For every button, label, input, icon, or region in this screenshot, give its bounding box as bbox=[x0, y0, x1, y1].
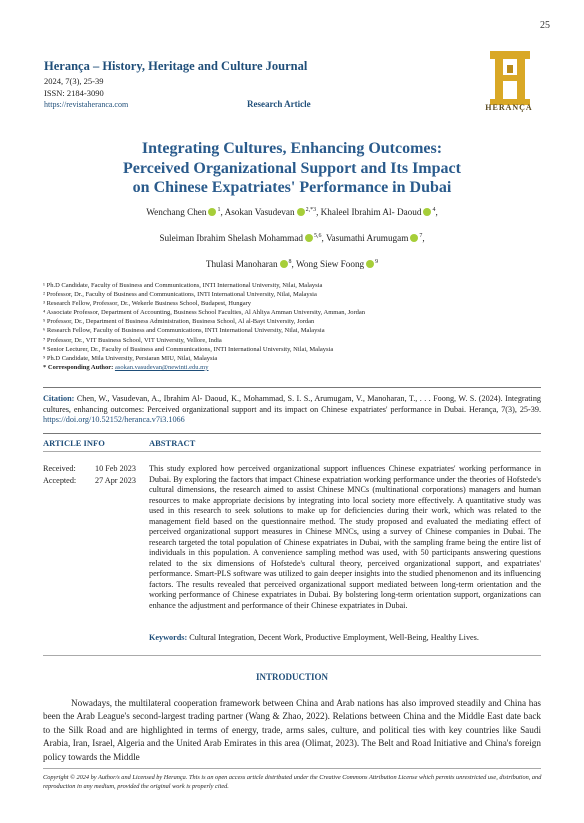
citation-text: Chen, W., Vasudevan, A., Ibrahim Al- Daoud, K., Mohammad, S. I. S., Arumugam, V., Manoharan, T., . . . Foong, W. S. (2024). Integrating cultures, enhancing outcomes: Perceived organizational support and its impact on Chinese expatriates' performance in Dubai. Herança, 7(3), 25-39. bbox=[43, 394, 542, 414]
author-sup: 4 bbox=[432, 207, 436, 213]
paper-title bbox=[40, 139, 544, 198]
divider bbox=[43, 451, 541, 452]
divider bbox=[43, 655, 541, 656]
orcid-icon[interactable] bbox=[366, 260, 374, 268]
orcid-icon[interactable] bbox=[297, 208, 305, 216]
article-info-header: ARTICLE INFO bbox=[43, 438, 105, 448]
citation bbox=[43, 394, 541, 426]
affiliation: ³ Research Fellow, Professor, Dr., Wekerle Business School, Budapest, Hungary bbox=[43, 300, 252, 308]
author-name: Wong Siew Foong bbox=[295, 259, 365, 270]
author-sup: 8 bbox=[288, 259, 292, 265]
corresponding-label: * Corresponding Author: bbox=[43, 363, 114, 371]
keywords-text: Cultural Integration, Decent Work, Productive Employment, Well-Being, Healthy Lives. bbox=[189, 633, 479, 642]
title-line-1: Integrating Cultures, Enhancing Outcomes: bbox=[141, 140, 443, 157]
journal-volume: 2024, 7(3), 25-39 bbox=[44, 76, 104, 86]
abstract-header: ABSTRACT bbox=[149, 438, 196, 448]
affiliation: ⁹ Ph.D Candidate, Mila University, Persiaran MIU, Nilai, Malaysia bbox=[43, 354, 218, 362]
introduction-heading: INTRODUCTION bbox=[255, 672, 328, 682]
author-sup: 2,*3 bbox=[305, 207, 317, 213]
author-line-1: Wenchang Chen $^1$, Asokan Vasudevan $^{2,*3}$, Khaleel Ibrahim Al- Daoud $^4$, bbox=[146, 207, 438, 218]
journal-title: Herança – History, Heritage and Culture Journal bbox=[44, 59, 308, 73]
accepted-date: Accepted: 27 Apr 2023 bbox=[43, 476, 136, 485]
abstract-text: This study explored how perceived organizational support influences Chinese expatriates' working performance in Dubai. By exploring the factors that impact Chinese expatriation working performance under the theories of Hofstede's cultural dimensions, the research aimed to assist Chinese MNCs (multinational corporations) managers and human resources to make appropriate decisions by integrating into local society more effectively. A quantitative study was used in this research to seek solutions to make up for deficiencies during their work, which was related to the management field based on the questionnaire method. The study proposed and evaluated the mediating effect of perceived organizational support measures in Chinese MNCs, using a survey of Chinese companies in Dubai. The research targeted the total population of Chinese expatriates in Dubai, with the sampling frame being the entire list of individuals in this population. A convenience sampling method was used, with 50 participants answering questions related to the six dimensions of Hofstede's cultural theory, perceived organizational support, and expatriates' performance. Smart-PLS software was utilized to gain deeper insights into the studied phenomenon and its influencing factors. The results revealed that perceived organizational support mediated between long-term orientation and the working performance of Chinese expatriates in Dubai. By bolstering long-term orientation support, organizations can enhance the adjustment and performance of their Chinese expatriates in Dubai. bbox=[149, 464, 541, 610]
title-line-2: Perceived Organizational Support and Its Impact bbox=[123, 159, 461, 177]
journal-issn: ISSN: 2184-3090 bbox=[44, 88, 104, 98]
affiliations bbox=[43, 281, 543, 372]
journal-url[interactable]: https://revistaheranca.com bbox=[44, 100, 129, 109]
orcid-icon[interactable] bbox=[423, 208, 431, 216]
affiliation: ⁸ Senior Lecturer, Dr., Faculty of Business and Communications, INTI International University, Nilai, Malaysia bbox=[43, 345, 334, 353]
divider bbox=[43, 768, 541, 769]
article-type: Research Article bbox=[247, 99, 311, 109]
copyright-notice: Copyright © 2024 by Author/s and Licensed by Herança. This is an open access article distributed under the Creative Commons Attribution License which permits unrestricted use, distribution, and reproduction in any medium, provided the original work is properly cited. bbox=[43, 774, 542, 790]
author-sup: 7 bbox=[419, 233, 423, 239]
page-number: 25 bbox=[540, 20, 550, 31]
divider bbox=[43, 433, 541, 434]
affiliation: ⁴ Associate Professor, Department of Accounting, Business School Faculties, Al Ahliya Amman University, Amman, Jordan bbox=[43, 309, 366, 317]
author-sup: 9 bbox=[375, 259, 379, 265]
author-sup: 5,6 bbox=[314, 233, 322, 239]
keywords-label: Keywords: bbox=[149, 633, 188, 642]
author-line-3: Thulasi Manoharan $^8$, Wong Siew Foong $^9$ bbox=[205, 259, 379, 270]
author-sup: 1 bbox=[217, 207, 221, 213]
orcid-icon[interactable] bbox=[410, 234, 418, 242]
logo-text: HERANÇA bbox=[485, 103, 533, 112]
introduction-text: Nowadays, the multilateral cooperation framework between China and Arab nations has also improved steadily and China has been the Arab League's second-largest trading partner (Wang & Zhao, 2022). Relations between China and the Middle East date back to the Silk Road and are highlighted in terms of energy, trade, arms sales, culture, and political ties with key countries like Saudi Arabia, Iran, Israel, Algeria and the United Arab Emirates in this area (Olimat, 2023). The Belt and Road Initiative and China's foreign policy towards the Middle bbox=[43, 698, 541, 762]
orcid-icon[interactable] bbox=[208, 208, 216, 216]
affiliation: ⁵ Professor, Dr., Department of Business Administration, Business School, Al al-Bayt University, Jordan bbox=[43, 318, 315, 326]
author-line-2: Suleiman Ibrahim Shelash Mohammad $^{5,6}$, Vasumathi Arumugam $^7$, bbox=[159, 233, 425, 244]
affiliation: ⁶ Research Fellow, Faculty of Business and Communications, INTI International University, Nilai, Malaysia bbox=[43, 327, 325, 335]
author-name: Thulasi Manoharan bbox=[205, 259, 278, 270]
author-name: Suleiman Ibrahim Shelash Mohammad bbox=[159, 233, 303, 244]
journal-logo-icon bbox=[476, 47, 542, 109]
received-date: Received: 10 Feb 2023 bbox=[43, 464, 136, 473]
affiliation: ² Professor, Dr., Faculty of Business and Communications, INTI International University, Nilai, Malaysia bbox=[43, 291, 317, 299]
author-name: Khaleel Ibrahim Al- Daoud bbox=[320, 207, 422, 218]
author-name: Wenchang Chen bbox=[146, 207, 207, 218]
author-name: Vasumathi Arumugam bbox=[325, 233, 409, 244]
author-name: Asokan Vasudevan bbox=[224, 207, 295, 218]
corresponding-author bbox=[43, 363, 543, 372]
orcid-icon[interactable] bbox=[280, 260, 288, 268]
citation-doi-link[interactable]: https://doi.org/10.52152/heranca.v7i3.1066 bbox=[43, 415, 185, 424]
title-line-3: on Chinese Expatriates' Performance in Dubai bbox=[132, 179, 452, 196]
affiliation: ¹ Ph.D Candidate, Faculty of Business and Communications, INTI International University, Nilai, Malaysia bbox=[43, 282, 323, 289]
orcid-icon[interactable] bbox=[305, 234, 313, 242]
keywords bbox=[149, 633, 541, 642]
corresponding-email[interactable]: asokan.vasudevan@newinti.edu.my bbox=[114, 363, 209, 371]
affiliation: ⁷ Professor, Dr., VIT Business School, VIT University, Vellore, India bbox=[43, 336, 222, 344]
citation-label: Citation: bbox=[43, 394, 75, 403]
divider bbox=[43, 387, 541, 388]
